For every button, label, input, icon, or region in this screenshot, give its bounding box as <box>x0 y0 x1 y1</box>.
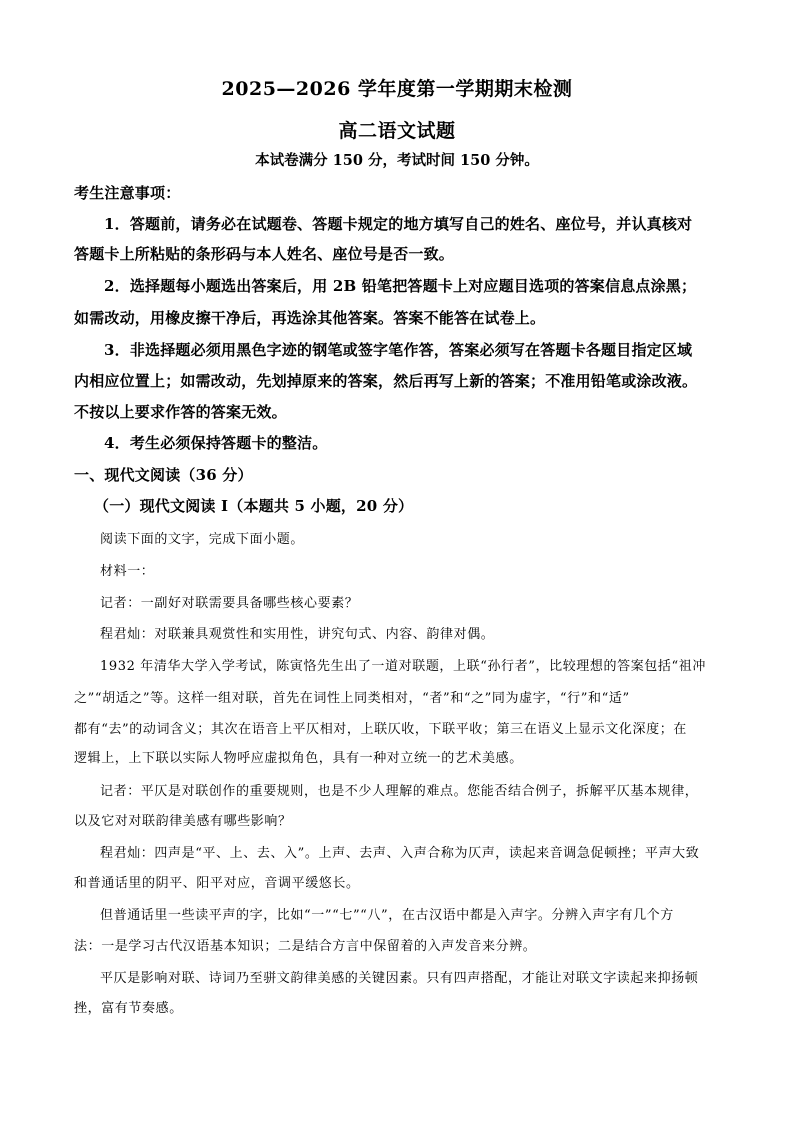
paragraph-2-line-1: 但普通话里一些读平声的字，比如“一”“七”“八”，在古汉语中都是入声字。分辨入声字有几个方 <box>100 908 674 923</box>
subject-title: 高二语文试题 <box>338 120 456 142</box>
paragraph-1-line-3: 都有“去”的动词含义；其次在语音上平仄相对，上联仄收，下联平收；第三在语义上显示文化深度；在 <box>74 722 687 737</box>
material-label: 材料一： <box>100 564 155 579</box>
notice-item-3-line-3: 不按以上要求作答的答案无效。 <box>74 403 287 421</box>
notice-heading: 考生注意事项： <box>74 184 181 202</box>
exam-info: 本试卷满分 150 分，考试时间 150 分钟。 <box>255 152 539 169</box>
reading-instruction: 阅读下面的文字，完成下面小题。 <box>100 532 305 547</box>
notice-item-3-line-1: 3．非选择题必须用黑色字迹的钢笔或签字笔作答，答案必须写在答题卡各题目指定区域 <box>104 341 693 359</box>
interview-question-2-line-2: 以及它对对联韵律美感有哪些影响？ <box>74 814 292 829</box>
interview-answer-1: 程君灿：对联兼具观赏性和实用性，讲究句式、内容、韵律对偶。 <box>100 627 495 642</box>
paragraph-1-line-4: 逻辑上，上下联以实际人物呼应虚拟角色，具有一种对立统一的艺术美感。 <box>74 751 523 766</box>
notice-item-2-line-1: 2．选择题每小题选出答案后，用 2B 铅笔把答题卡上对应题目选项的答案信息点涂黑； <box>104 277 697 295</box>
paragraph-2-line-2: 法：一是学习古代汉语基本知识；二是结合方言中保留着的入声发音来分辨。 <box>74 939 537 954</box>
interview-question-2-line-1: 记者：平仄是对联创作的重要规则，也是不少人理解的难点。您能否结合例子，拆解平仄基本规律， <box>100 784 699 799</box>
paragraph-3-line-2: 挫，富有节奏感。 <box>74 1001 183 1016</box>
part-1-heading: （一）现代文阅读 I（本题共 5 小题，20 分） <box>94 497 414 515</box>
notice-item-1-line-2: 答题卡上所粘贴的条形码与本人姓名、座位号是否一致。 <box>74 245 455 263</box>
paragraph-1-line-1: 1932 年清华大学入学考试，陈寅恪先生出了一道对联题，上联“孙行者”，比较理想的答案包括“祖冲 <box>100 659 706 674</box>
notice-item-1-line-1: 1．答题前，请务必在试题卷、答题卡规定的地方填写自己的姓名、座位号，并认真核对 <box>104 215 693 233</box>
notice-item-2-line-2: 如需改动，用橡皮擦干净后，再选涂其他答案。答案不能答在试卷上。 <box>74 309 546 327</box>
interview-answer-2-line-2: 和普通话里的阴平、阳平对应，音调平缓悠长。 <box>74 876 360 891</box>
paragraph-1-line-2: 之”“胡适之”等。这样一组对联，首先在词性上同类相对，“者”和“之”同为虚字，“行”和“适” <box>74 691 630 706</box>
exam-title: 2025—2026 学年度第一学期期末检测 <box>221 78 573 100</box>
section-1-heading: 一、现代文阅读（36 分） <box>74 466 253 484</box>
paragraph-3-line-1: 平仄是影响对联、诗词乃至骈文韵律美感的关键因素。只有四声搭配，才能让对联文字读起来抑扬顿 <box>100 971 699 986</box>
notice-item-4: 4．考生必须保持答题卡的整洁。 <box>104 434 328 452</box>
notice-item-3-line-2: 内相应位置上；如需改动，先划掉原来的答案，然后再写上新的答案；不准用铅笔或涂改液。 <box>74 372 698 390</box>
interview-question-1: 记者：一副好对联需要具备哪些核心要素？ <box>100 596 359 611</box>
interview-answer-2-line-1: 程君灿：四声是“平、上、去、入”。上声、去声、入声合称为仄声，读起来音调急促顿挫；平声大致 <box>100 846 700 861</box>
